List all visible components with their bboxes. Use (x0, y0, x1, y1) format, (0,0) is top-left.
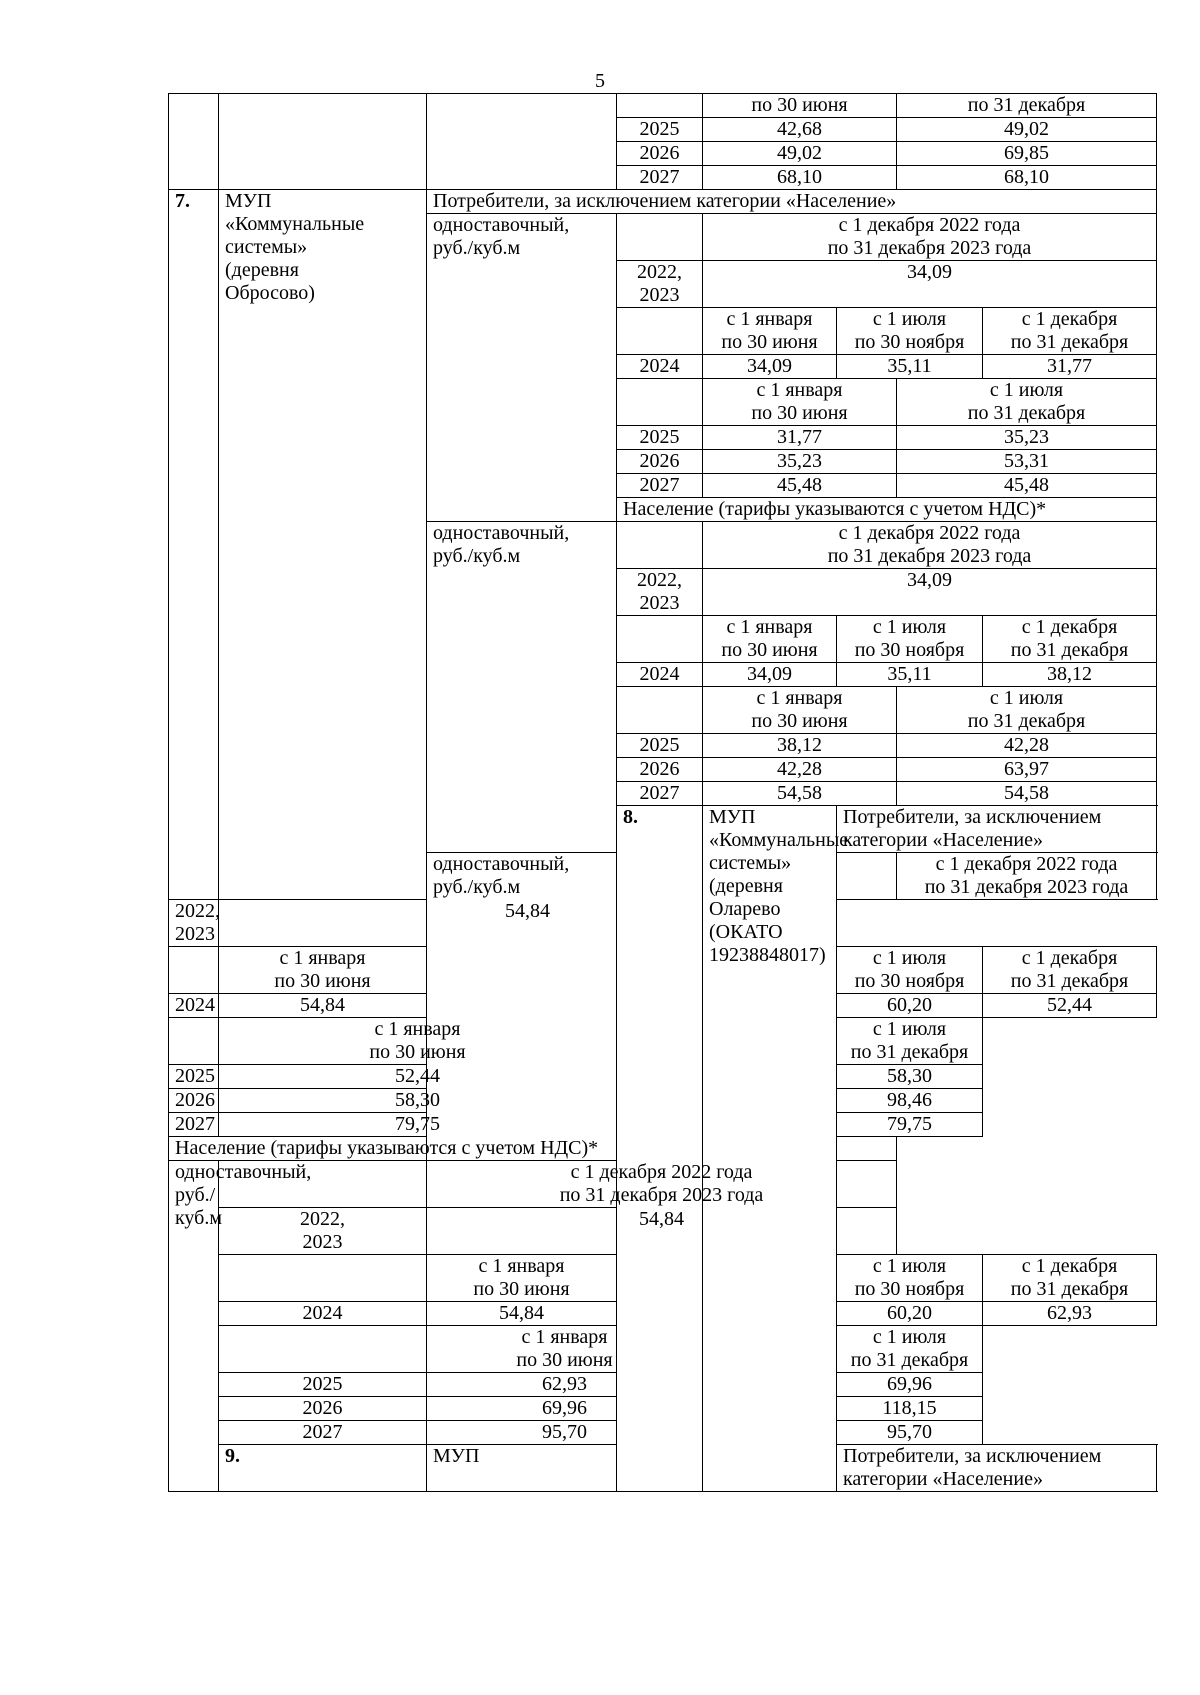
tariff-value (219, 994, 427, 1018)
period-header-text: с 1 декабря (1021, 947, 1118, 969)
tariff-value-text: 34,09 (747, 663, 792, 685)
organization-name (219, 190, 427, 900)
category-consumers-text: Потребители, за исключением категории «Население» (843, 806, 1102, 851)
period-header-text: с 1 января (521, 1326, 608, 1348)
year-cell-text: 2025 (175, 1065, 215, 1087)
tariff-type-cell-text: одноставочный, (433, 853, 570, 875)
organization-name-text: системы» (225, 236, 308, 258)
period-header-text: с 1 января (478, 1255, 565, 1277)
organization-name-text: 19238848017) (709, 944, 826, 966)
tariff-value (703, 426, 897, 450)
period-header-text: с 1 декабря (1021, 1255, 1118, 1277)
period-header-text: по 30 июня (274, 970, 371, 992)
year-cell-text: 2023 (639, 284, 680, 306)
tariff-value-text: 58,30 (887, 1065, 932, 1087)
tariff-value (837, 1302, 983, 1326)
period-header-text: по 30 ноября (854, 1278, 965, 1300)
period-header (837, 947, 983, 994)
category-population (617, 498, 1157, 522)
tariff-value (897, 474, 1157, 498)
year-cell (617, 450, 703, 474)
tariff-type-cell-text: одноставочный, (433, 522, 570, 544)
period-header-text: по 30 июня (721, 639, 818, 661)
tariff-value (897, 450, 1157, 474)
period-header (837, 308, 983, 355)
period-header (427, 1255, 617, 1302)
tariff-value-text: 60,20 (887, 1302, 932, 1324)
tariff-value (897, 758, 1157, 782)
period-header (897, 379, 1157, 426)
tariff-value (983, 1302, 1157, 1326)
year-cell-text: 2024 (302, 1302, 343, 1324)
entry-number (169, 190, 219, 900)
tariff-value-text: 63,97 (1004, 758, 1049, 780)
tariff-value-text: 35,11 (887, 663, 932, 685)
period-header (219, 947, 427, 994)
period-header (219, 1018, 617, 1065)
tariff-table (168, 93, 1157, 1492)
tariff-type-cell (427, 214, 617, 522)
year-cell (617, 214, 703, 261)
year-cell (617, 355, 703, 379)
tariff-value-text: 52,44 (1047, 994, 1092, 1016)
tariff-value-text: 69,96 (542, 1397, 587, 1419)
num-cell (169, 94, 219, 190)
tariff-value (703, 142, 897, 166)
period-header-text: по 30 июня (473, 1278, 570, 1300)
tariff-value-text: 60,20 (887, 994, 932, 1016)
period-header (703, 94, 897, 118)
period-header-text: по 31 декабря (1010, 970, 1129, 992)
tariff-type-cell-text: руб./куб.м (175, 1184, 223, 1229)
period-header (703, 522, 1157, 569)
year-cell-text: 2026 (639, 450, 680, 472)
year-cell (617, 663, 703, 687)
period-header-text: с 1 июля (872, 308, 947, 330)
year-cell-text: 2026 (639, 758, 680, 780)
page-number: 5 (595, 70, 605, 92)
period-header-text: с 1 декабря (1021, 616, 1118, 638)
period-header-text: с 1 января (726, 616, 813, 638)
tariff-value (427, 1208, 897, 1255)
year-cell-text: 2022, (637, 261, 682, 283)
tariff-row (169, 1208, 1157, 1255)
organization-name-text: Обросово) (225, 282, 315, 304)
organization-name-text: (деревня Оларево (709, 875, 783, 920)
period-header-text: по 30 ноября (854, 970, 965, 992)
year-cell (169, 1018, 219, 1065)
period-header (703, 379, 897, 426)
period-header-text: по 31 декабря (1010, 1278, 1129, 1300)
period-header-text: по 31 декабря 2023 года (559, 1184, 764, 1206)
period-header-text: по 31 декабря 2023 года (827, 237, 1032, 259)
tariff-type-cell-text: руб./куб.м (433, 876, 521, 898)
tariff-value-text: 53,31 (1004, 450, 1049, 472)
year-cell (219, 1302, 427, 1326)
tariff-value (703, 734, 897, 758)
tariff-value-text: 42,28 (1004, 734, 1049, 756)
tariff-row (169, 1421, 1157, 1445)
tariff-value (897, 142, 1157, 166)
year-cell-text: 2027 (302, 1421, 343, 1443)
tariff-value (703, 474, 897, 498)
organization-name-text: МУП (225, 190, 272, 212)
tariff-value-text: 38,12 (777, 734, 822, 756)
period-header-text: с 1 декабря 2022 года (838, 522, 1021, 544)
tariff-value-text: 98,46 (887, 1089, 932, 1111)
tariff-value-text: 34,09 (907, 261, 952, 283)
organization-name-text: (ОКАТО (709, 921, 783, 943)
period-header (703, 214, 1157, 261)
tariff-value-text: 35,23 (777, 450, 822, 472)
tariff-type-cell-text: руб./куб.м (433, 545, 521, 567)
tariff-value-text: 52,44 (395, 1065, 440, 1087)
tariff-value-text: 45,48 (1004, 474, 1049, 496)
year-cell (617, 118, 703, 142)
period-header (837, 1018, 983, 1065)
tariff-value (427, 1421, 703, 1445)
tariff-value-text: 42,28 (777, 758, 822, 780)
tariff-value (703, 166, 897, 190)
category-consumers-text: Потребители, за исключением категории «Население» (843, 1445, 1102, 1490)
tariff-value-text: 34,09 (747, 355, 792, 377)
year-cell (219, 1326, 427, 1373)
year-cell (617, 379, 703, 426)
tariff-value-text: 38,12 (1047, 663, 1092, 685)
year-cell (617, 474, 703, 498)
tariff-value-text: 62,93 (1047, 1302, 1092, 1324)
tariff-value (897, 118, 1157, 142)
period-header-text: по 31 декабря 2023 года (924, 876, 1129, 898)
year-cell (617, 94, 703, 118)
year-cell (219, 1397, 427, 1421)
tariff-value (837, 355, 983, 379)
period-header (983, 1255, 1157, 1302)
entry-number-text: 8. (623, 806, 638, 828)
category-consumers (837, 806, 1157, 853)
period-header-text: с 1 января (726, 308, 813, 330)
organization-name-text: «Коммунальные (709, 829, 849, 851)
entry-number (219, 1445, 427, 1492)
year-cell-text: 2026 (175, 1089, 215, 1111)
period-header-text: по 30 июня (751, 402, 848, 424)
tariff-value (897, 166, 1157, 190)
period-header-text: по 30 июня (751, 94, 848, 116)
tariff-value (427, 1397, 703, 1421)
tariff-value-text: 79,75 (395, 1113, 440, 1135)
tariff-row (169, 1373, 1157, 1397)
period-header-text: с 1 января (756, 687, 843, 709)
tariff-value (703, 118, 897, 142)
tariff-row (169, 1326, 1157, 1373)
tariff-value (837, 994, 983, 1018)
type-cell (427, 94, 617, 190)
entry-number-text: 9. (225, 1445, 240, 1467)
organization-name-text: МУП (709, 806, 756, 828)
year-cell (169, 900, 219, 947)
continuation-header-row (169, 94, 1157, 118)
period-header-text: с 1 декабря 2022 года (838, 214, 1021, 236)
year-cell-text: 2025 (302, 1373, 343, 1395)
tariff-value (897, 426, 1157, 450)
period-header-text: с 1 июля (989, 379, 1064, 401)
organization-name (427, 1445, 617, 1492)
year-cell-text: 2027 (639, 166, 680, 188)
year-cell (169, 1065, 219, 1089)
year-cell-text: 2024 (639, 355, 680, 377)
period-header-text: по 30 июня (516, 1349, 613, 1371)
year-cell (219, 1255, 427, 1302)
tariff-value-text: 35,11 (887, 355, 932, 377)
year-cell (617, 616, 703, 663)
year-cell-text: 2025 (639, 734, 680, 756)
tariff-value (983, 355, 1157, 379)
tariff-value-text: 95,70 (887, 1421, 932, 1443)
year-cell (219, 1373, 427, 1397)
year-cell-text: 2026 (302, 1397, 343, 1419)
organization-name-text: системы» (709, 852, 792, 874)
tariff-value (219, 1089, 617, 1113)
tariff-value (703, 569, 1157, 616)
tariff-value (837, 1397, 983, 1421)
year-cell (169, 994, 219, 1018)
year-cell (617, 687, 703, 734)
tariff-value-text: 34,09 (907, 569, 952, 591)
category-row (169, 190, 1157, 214)
year-cell-text: 2027 (639, 782, 680, 804)
tariff-value (837, 1065, 983, 1089)
period-header (897, 687, 1157, 734)
year-cell (617, 261, 703, 308)
period-header (897, 94, 1157, 118)
year-cell (617, 308, 703, 355)
tariff-value-text: 42,68 (777, 118, 822, 140)
category-row (169, 1137, 1157, 1161)
period-header-text: с 1 января (279, 947, 366, 969)
period-header-text: с 1 декабря (1021, 308, 1118, 330)
tariff-value-text: 45,48 (777, 474, 822, 496)
tariff-row (169, 1397, 1157, 1421)
org-cell (219, 94, 427, 190)
tariff-value (983, 663, 1157, 687)
tariff-value-text: 68,10 (1004, 166, 1049, 188)
period-header-text: по 30 июня (369, 1041, 466, 1063)
tariff-value-text: 54,84 (499, 1302, 544, 1324)
tariff-value-text: 58,30 (395, 1089, 440, 1111)
tariff-value-text: 54,58 (777, 782, 822, 804)
tariff-value-text: 69,96 (887, 1373, 932, 1395)
tariff-value-text: 62,93 (542, 1373, 587, 1395)
year-cell (169, 947, 219, 994)
tariff-type-cell (169, 1161, 312, 1492)
tariff-value (837, 1113, 983, 1137)
year-cell-text: 2025 (639, 118, 680, 140)
year-cell (617, 522, 703, 569)
tariff-value-text: 35,23 (1004, 426, 1049, 448)
period-header-text: с 1 июля (872, 947, 947, 969)
tariff-value (703, 782, 897, 806)
period-header-text: по 30 июня (751, 710, 848, 732)
period-header (837, 1326, 983, 1373)
year-cell-text: 2022, (175, 900, 220, 922)
period-header (983, 308, 1157, 355)
period-header (837, 1255, 983, 1302)
year-cell-text: 2025 (639, 426, 680, 448)
period-header-text: по 31 декабря (850, 1041, 969, 1063)
period-header (837, 616, 983, 663)
period-header-text: с 1 декабря 2022 года (935, 853, 1118, 875)
tariff-value-text: 118,15 (882, 1397, 937, 1419)
year-cell (169, 1089, 219, 1113)
year-cell (617, 569, 703, 616)
organization-name-text: «Коммунальные (225, 213, 365, 235)
period-header-text: с 1 июля (872, 1018, 947, 1040)
year-cell (617, 782, 703, 806)
tariff-value (897, 734, 1157, 758)
tariff-type-cell-text: руб./куб.м (433, 237, 521, 259)
tariff-value (897, 782, 1157, 806)
tariff-value-text: 54,84 (505, 900, 550, 922)
tariff-value (219, 1113, 617, 1137)
tariff-value-text: 69,85 (1004, 142, 1049, 164)
year-cell-text: 2024 (175, 994, 215, 1016)
tariff-value (703, 758, 897, 782)
period-header-text: по 31 декабря (1010, 639, 1129, 661)
period-header-text: с 1 января (374, 1018, 461, 1040)
year-cell-text: 2023 (302, 1231, 343, 1253)
year-cell-text: 2026 (639, 142, 680, 164)
year-cell (219, 1421, 427, 1445)
year-cell (617, 426, 703, 450)
period-header-text: по 30 июня (721, 331, 818, 353)
category-consumers (427, 190, 1157, 214)
period-header (703, 308, 837, 355)
period-header-text: по 30 ноября (854, 639, 965, 661)
tariff-value-text: 49,02 (777, 142, 822, 164)
organization-name-text: МУП (433, 1445, 480, 1467)
tariff-value-text: 68,10 (777, 166, 822, 188)
period-header-text: по 31 декабря 2023 года (827, 545, 1032, 567)
year-cell (617, 142, 703, 166)
tariff-value-text: 54,84 (639, 1208, 684, 1230)
tariff-value (427, 1373, 703, 1397)
period-header-text: с 1 января (756, 379, 843, 401)
period-header (427, 1326, 703, 1373)
tariff-value (837, 1373, 983, 1397)
period-header-text: по 31 декабря (1010, 331, 1129, 353)
year-cell-text: 2024 (639, 663, 680, 685)
tariff-value (703, 663, 837, 687)
organization-name-text: (деревня (225, 259, 299, 281)
tariff-value-text: 95,70 (542, 1421, 587, 1443)
tariff-type-cell (427, 522, 617, 853)
year-cell (219, 1208, 427, 1255)
year-cell (837, 853, 897, 900)
tariff-value (837, 1089, 983, 1113)
tariff-value (703, 261, 1157, 308)
year-cell (617, 758, 703, 782)
tariff-value (219, 1065, 617, 1089)
period-header-text: с 1 декабря 2022 года (570, 1161, 753, 1183)
year-cell-text: 2027 (175, 1113, 215, 1135)
year-cell (617, 734, 703, 758)
tariff-value-text: 79,75 (887, 1113, 932, 1135)
tariff-value (703, 450, 897, 474)
tariff-value (427, 1302, 617, 1326)
category-population-text: Население (тарифы указываются с учетом НДС)* (623, 498, 1047, 520)
period-header-text: с 1 июля (989, 687, 1064, 709)
category-consumers-text: Потребители, за исключением категории «Население» (433, 190, 897, 212)
tariff-value-text: 31,77 (1047, 355, 1092, 377)
period-header (703, 687, 897, 734)
year-cell-text: 2027 (639, 474, 680, 496)
period-header-text: по 31 декабря (967, 94, 1086, 116)
tariff-type-cell-text: одноставочный, (175, 1161, 312, 1183)
entry-number-text: 7. (175, 190, 190, 212)
period-header-text: по 31 декабря (967, 710, 1086, 732)
year-cell (617, 166, 703, 190)
category-population-text: Население (тарифы указываются с учетом НДС)* (175, 1137, 599, 1159)
tariff-value (837, 663, 983, 687)
period-header-text: по 30 ноября (854, 331, 965, 353)
period-header (703, 616, 837, 663)
tariff-value-text: 54,84 (300, 994, 345, 1016)
tariff-value-text: 54,58 (1004, 782, 1049, 804)
tariff-row (169, 900, 1157, 947)
period-header-text: с 1 июля (872, 616, 947, 638)
tariff-value (703, 355, 837, 379)
tariff-row (169, 1161, 1157, 1208)
tariff-value (837, 1421, 983, 1445)
year-cell-text: 2022, (637, 569, 682, 591)
period-header-text: с 1 июля (872, 1255, 947, 1277)
period-header-text: с 1 июля (872, 1326, 947, 1348)
period-header-text: по 31 декабря (967, 402, 1086, 424)
period-header (897, 853, 1157, 900)
year-cell (169, 1113, 219, 1137)
category-population (169, 1137, 897, 1161)
year-cell-text: 2023 (175, 923, 215, 945)
category-consumers (837, 1445, 1157, 1492)
tariff-value-text: 31,77 (777, 426, 822, 448)
year-cell-text: 2023 (639, 592, 680, 614)
period-header (983, 947, 1157, 994)
period-header (983, 616, 1157, 663)
period-header-text: по 31 декабря (850, 1349, 969, 1371)
year-cell-text: 2022, (300, 1208, 345, 1230)
tariff-value (983, 994, 1157, 1018)
period-header (427, 1161, 897, 1208)
tariff-type-cell-text: одноставочный, (433, 214, 570, 236)
tariff-value-text: 49,02 (1004, 118, 1049, 140)
